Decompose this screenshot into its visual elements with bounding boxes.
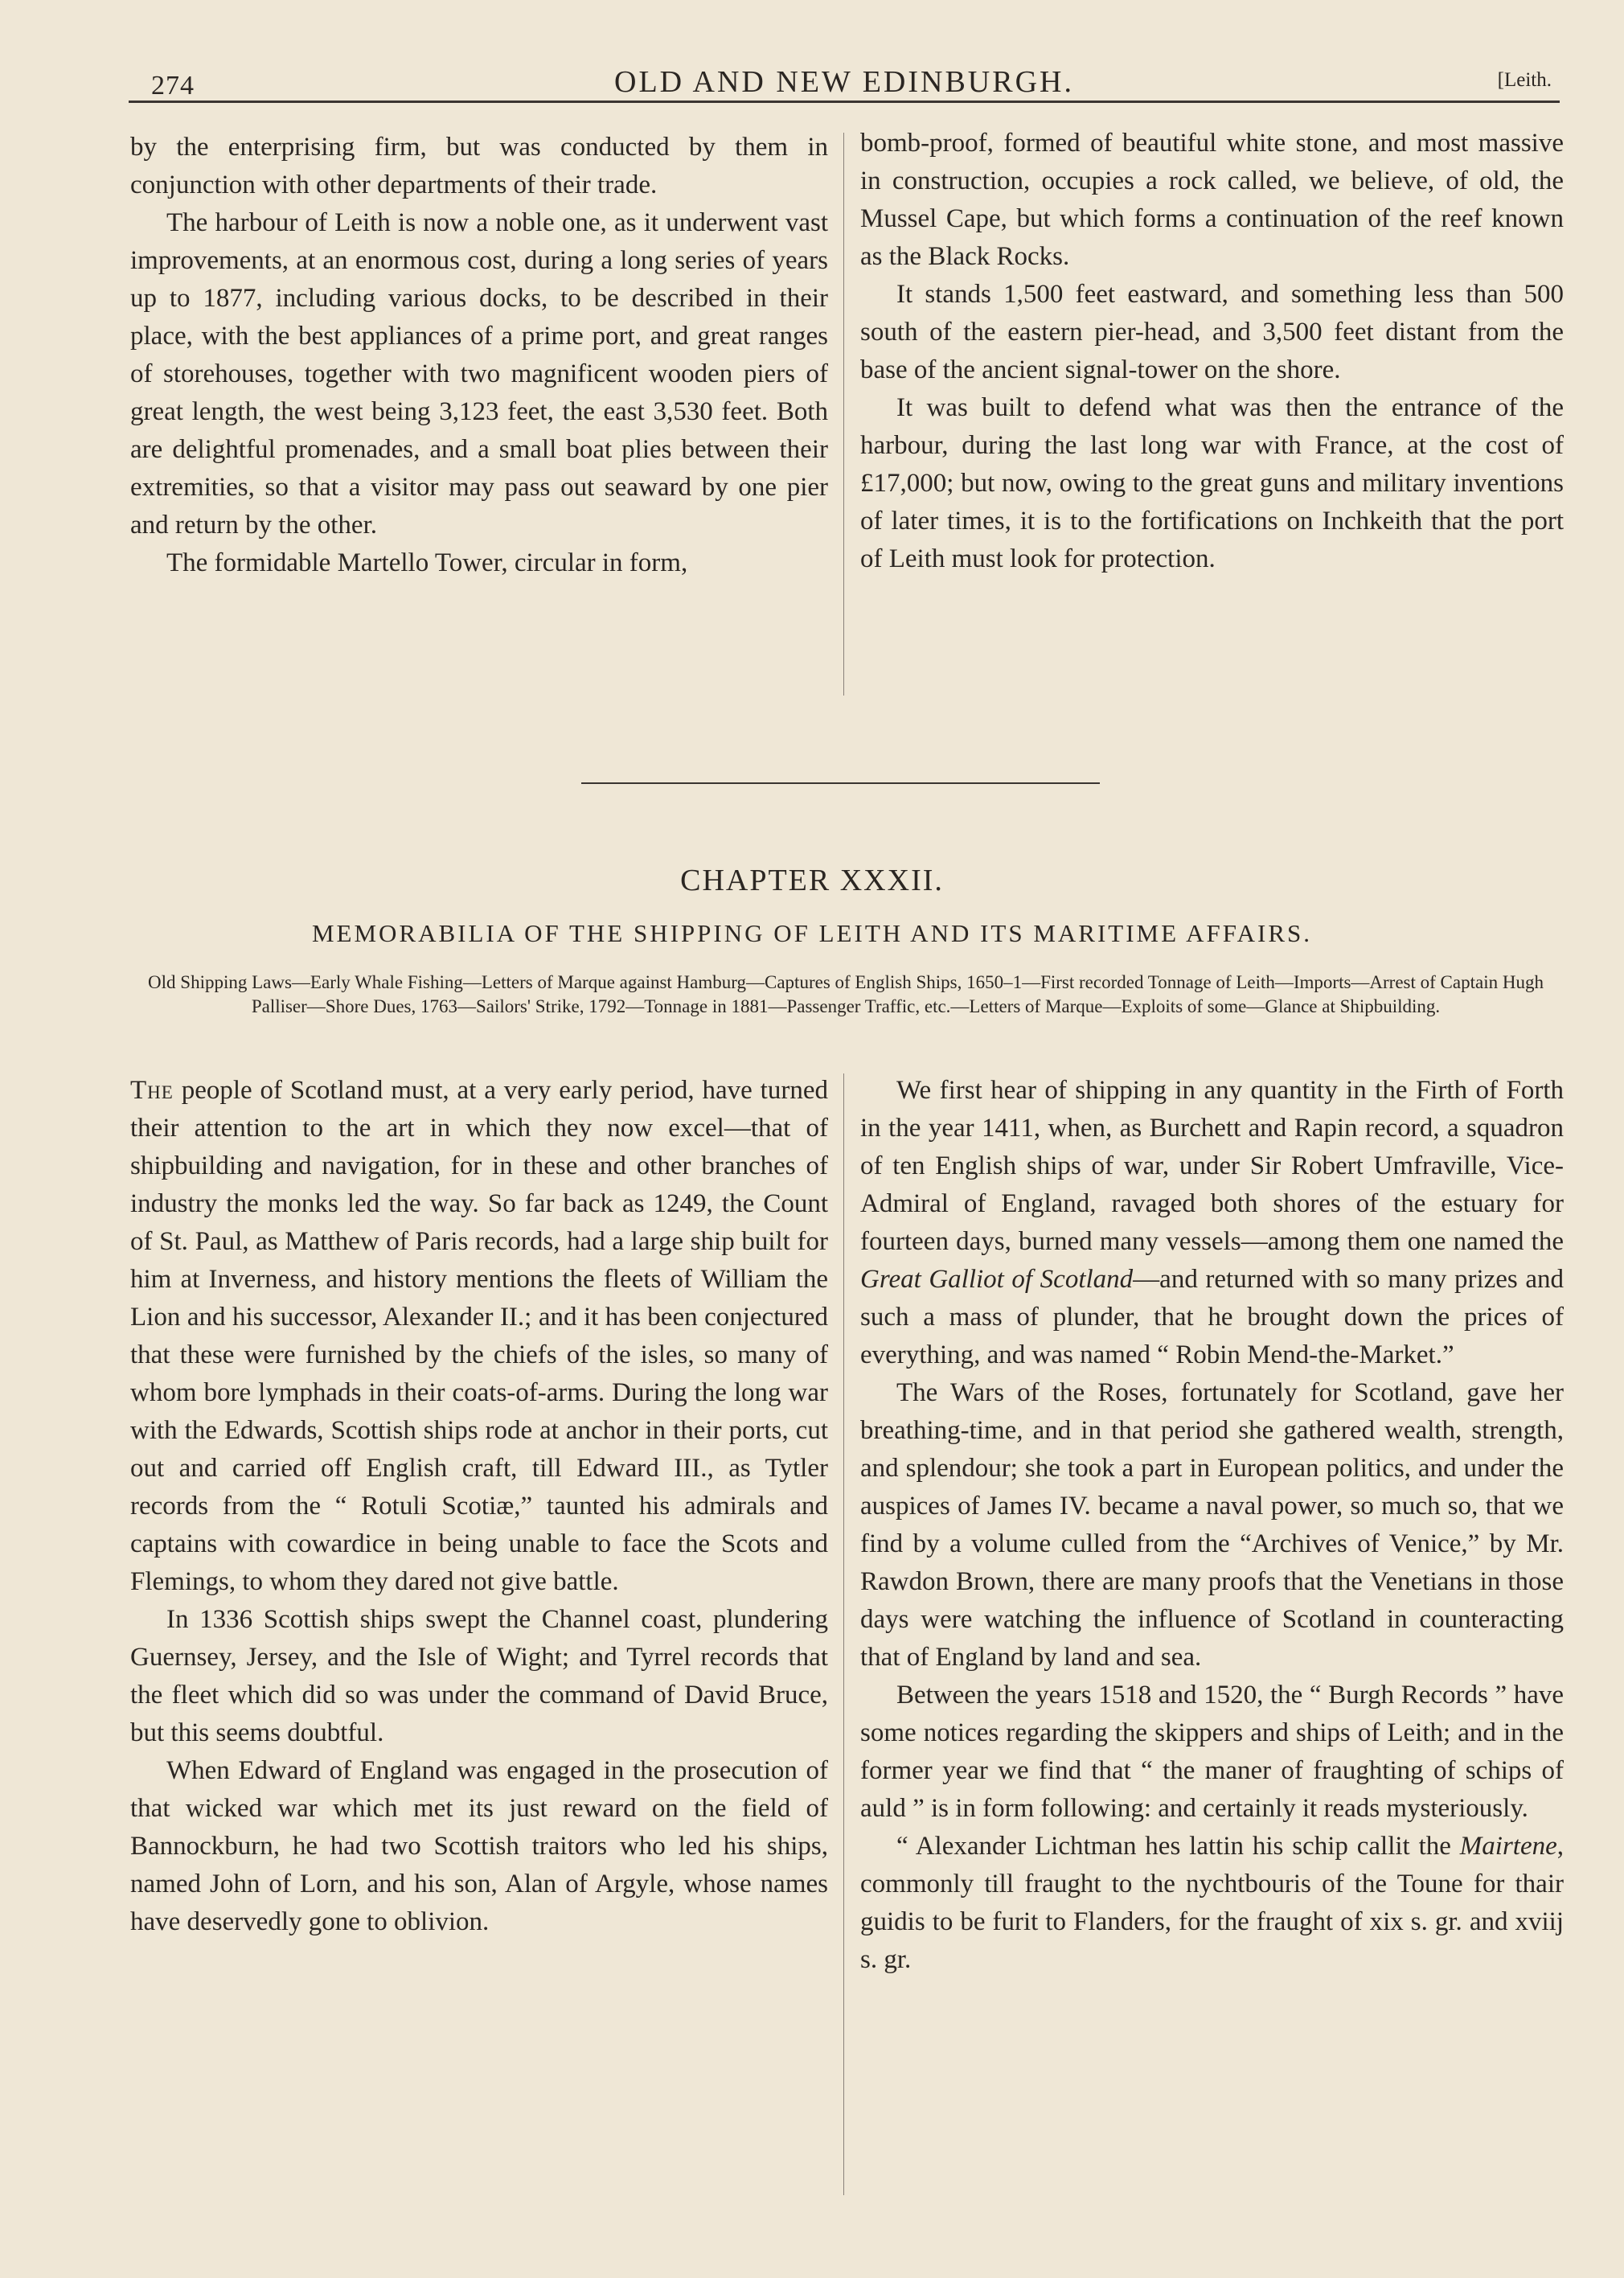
paragraph: The formidable Martello Tower, circular in form,: [166, 548, 688, 577]
paragraph-text: “ Alexander Lichtman hes lattin his schip callit the: [896, 1832, 1460, 1861]
paragraph: bomb-proof, formed of beautiful white stone, and most massive in construction, occupies a rock called, we believe, of old, the Mussel Cape, but which forms a continuation of the reef known as the Black Rocks.: [860, 129, 1564, 271]
paragraph-text: —and returned with so many prizes and such a mass of plunder, that he brought down the prices of everything, and was named “ Robin Mend-the-Market.”: [860, 1265, 1564, 1369]
section-divider-rule: [581, 782, 1100, 784]
chapter-title: MEMORABILIA OF THE SHIPPING OF LEITH AND ITS MARITIME AFFAIRS.: [311, 919, 1313, 947]
paragraph: [860, 1072, 1564, 1374]
running-header: [129, 56, 1560, 105]
paragraph: The Wars of the Roses, fortunately for Scotland, gave her breathing-time, and in that period she gathered wealth, strength, and splendour; she took a part in European politics, and under the auspices of James IV. became a naval power, so much so, that we find by a volume culled from the “Archives of Venice,” by Mr. Rawdon Brown, there are many proofs that the Venetians in those days were watching the influence of Scotland in counteracting that of England by land and sea.: [860, 1378, 1564, 1672]
ship-name: Great Galliot of Scotland: [860, 1265, 1134, 1294]
column-divider: [843, 133, 844, 696]
paragraph-text: people of Scotland must, at a very early period, have turned their attention to the art in which they now excel—that of shipbuilding and navigation, for in these and other branches of industry the monks led the way. So far back as 1249, the Count of St. Paul, as Matthew of Paris records, had a large ship built for him at Inverness, and history mentions the fleets of William the Lion and his successor, Alexander II.; and it has been conjectured that these were furnished by the chiefs of the isles, so many of whom bore lymphads in their coats-of-arms. During the long war with the Edwards, Scottish ships rode at anchor in their ports, cut out and carried off English craft, till Edward III., as Tytler records from the “ Rotuli Scotiæ,” taunted his admirals and captains with cowardice in being unable to face the Scots and Flemings, to whom they dared not give battle.: [130, 1076, 828, 1596]
paragraph: by the enterprising firm, but was conducted by them in conjunction with other departments of their trade.: [130, 133, 828, 199]
top-left-column: [130, 129, 828, 582]
chapter-number: CHAPTER XXXII.: [680, 864, 944, 897]
running-title: OLD AND NEW EDINBURGH.: [614, 65, 1074, 99]
column-divider: [843, 1073, 844, 2195]
bottom-right-column: [860, 1072, 1564, 1979]
paragraph: [130, 1072, 828, 1601]
top-right-column: [860, 125, 1564, 578]
paragraph: In 1336 Scottish ships swept the Channel coast, plundering Guernsey, Jersey, and the Isle of Wight; and Tyrrel records that the fleet which did so was under the command of David Bruce, but this seems doubtful.: [130, 1605, 828, 1747]
paragraph: It stands 1,500 feet eastward, and something less than 500 south of the eastern pier-head, and 3,500 feet distant from the base of the ancient signal-tower on the shore.: [860, 280, 1564, 384]
paragraph: [860, 1828, 1564, 1979]
running-section: [Leith.: [1497, 69, 1552, 91]
paragraph: When Edward of England was engaged in the prosecution of that wicked war which met its just reward on the field of Bannockburn, he had two Scottish traitors who led his ships, named John of Lorn, and his son, Alan of Argyle, whose names have deservedly gone to oblivion.: [130, 1756, 828, 1936]
paragraph-text: , commonly till fraught to the nychtbouris of the Toune for thair guidis to be furit to Flanders, for the fraught of xix s. gr. and xviij s. gr.: [860, 1832, 1564, 1974]
paragraph: The harbour of Leith is now a noble one, as it underwent vast improvements, at an enormous cost, during a long series of years up to 1877, including various docks, to be described in their place, with the best appliances of a prime port, and great ranges of storehouses, together with two magnificent wooden piers of great length, the west being 3,123 feet, the east 3,530 feet. Both are delightful promenades, and a small boat plies between their extremities, so that a visitor may pass out seaward by one pier and return by the other.: [130, 208, 828, 540]
paragraph: Between the years 1518 and 1520, the “ Burgh Records ” have some notices regarding the skippers and ships of Leith; and in the former year we find that “ the maner of fraughting of schips of auld ” is in form following: and certainly it reads mysteriously.: [860, 1681, 1564, 1823]
paragraph-text: We first hear of shipping in any quantity in the Firth of Forth in the year 1411, when, as Burchett and Rapin record, a squadron of ten English ships of war, under Sir Robert Umfraville, Vice-Admiral of England, ravaged both shores of the estuary for fourteen days, burned many vessels—among them one named the: [860, 1076, 1564, 1256]
paragraph: It was built to defend what was then the entrance of the harbour, during the last long war with France, at the cost of £17,000; but now, owing to the great guns and military inventions of later times, it is to the fortifications on Inchkeith that the port of Leith must look for protection.: [860, 393, 1564, 573]
bottom-left-column: [130, 1072, 828, 1941]
chapter-summary: Old Shipping Laws—Early Whale Fishing—Letters of Marque against Hamburg—Captures of English Ships, 1650–1—First recorded Tonnage of Leith—Imports—Arrest of Captain Hugh Palliser—Shore Dues, 1763—Sailors' Strike, 1792—Tonnage in 1881—Passenger Traffic, etc.—Letters of Marque—Exploits of some—Glance at Shipbuilding.: [148, 972, 1544, 1016]
page-number: 274: [151, 71, 195, 101]
drop-word: The: [130, 1076, 174, 1105]
header-rule: [129, 101, 1560, 103]
ship-name: Mairtene: [1459, 1832, 1557, 1861]
